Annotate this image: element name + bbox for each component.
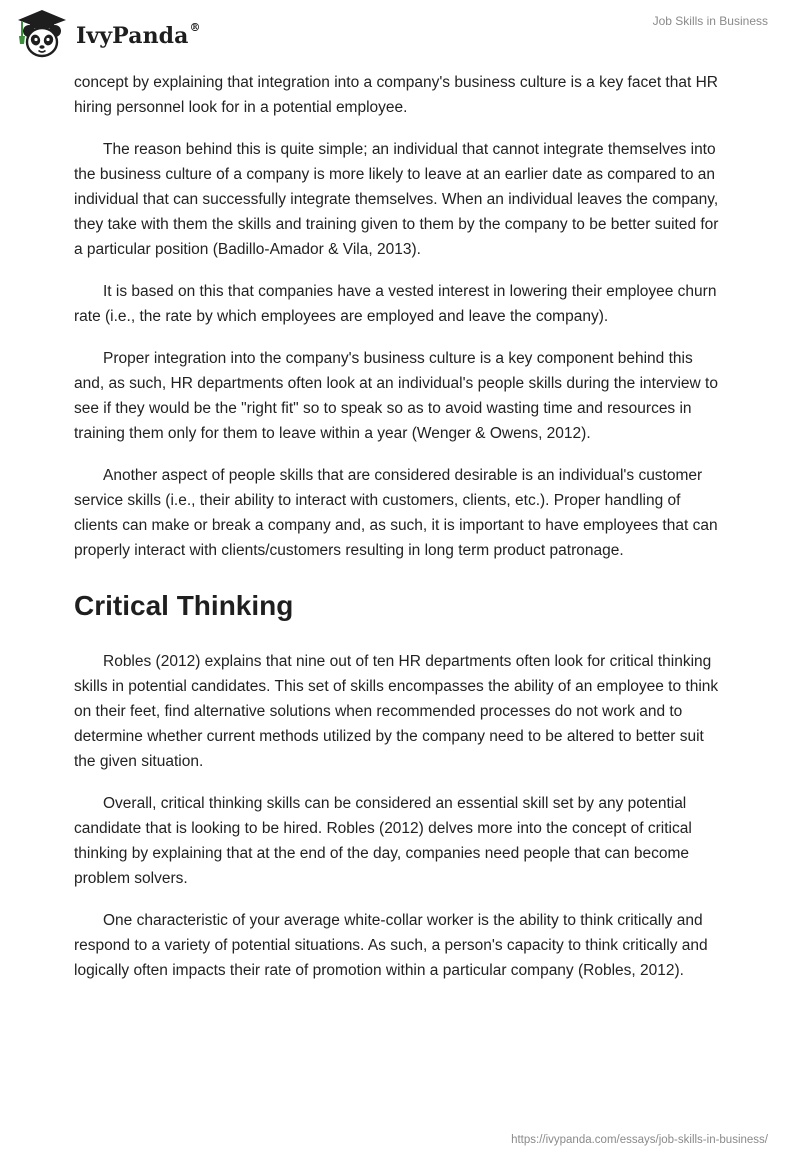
paragraph: One characteristic of your average white-collar worker is the ability to think critically and respond to a variety of potential situations. As such, a person's capacity to think critically and logically often impacts their rate of promotion within a particular company (Robles, 2012). [74, 912, 708, 979]
registered-mark: ® [189, 20, 201, 34]
panda-graduate-logo-icon [14, 8, 70, 60]
brand-logo[interactable] [14, 8, 201, 60]
essay-body [74, 70, 726, 1000]
source-url[interactable]: https://ivypanda.com/essays/job-skills-in-business/ [511, 1134, 768, 1146]
paragraph: Robles (2012) explains that nine out of ten HR departments often look for critical thinking skills in potential candidates. This set of skills encompasses the ability of an employee to think on their feet, find alternative solutions when recommended processes do not work and to determine whether current methods utilized by the company need to be altered to better suit the given situation. [74, 653, 719, 770]
page-header [0, 0, 800, 72]
paragraph: Overall, critical thinking skills can be considered an essential skill set by any potential candidate that is looking to be hired. Robles (2012) delves more into the concept of critical thinking by explaining that at the end of the day, companies need people that can become problem solvers. [74, 795, 692, 887]
paragraph: Proper integration into the company's business culture is a key component behind this and, as such, HR departments often look at an individual's people skills during the interview to see if they would be the "right fit" so to speak so as to avoid wasting time and resources in training them only for them to leave within a year (Wenger & Owens, 2012). [74, 350, 718, 442]
brand-name: IvyPanda® [76, 20, 201, 49]
paragraph: It is based on this that companies have a vested interest in lowering their employee churn rate (i.e., the rate by which employees are employed and leave the company). [74, 283, 717, 325]
paragraph: concept by explaining that integration into a company's business culture is a key facet that HR hiring personnel look for in a potential employee. [74, 74, 718, 116]
paragraph: Another aspect of people skills that are considered desirable is an individual's customer service skills (i.e., their ability to interact with customers, clients, etc.). Proper handling of clients can make or break a company and, as such, it is important to have employees that can properly interact with clients/customers resulting in long term product patronage. [74, 467, 718, 559]
document-title: Job Skills in Business [652, 14, 768, 28]
paragraph: The reason behind this is quite simple; an individual that cannot integrate themselves into the business culture of a company is more likely to leave at an earlier date as compared to an individual that can successfully integrate themselves. When an individual leaves the company, they take with them the skills and training given to them by the company to be better suited for a particular position (Badillo-Amador & Vila, 2013). [74, 141, 719, 258]
section-heading: Critical Thinking [74, 590, 294, 621]
